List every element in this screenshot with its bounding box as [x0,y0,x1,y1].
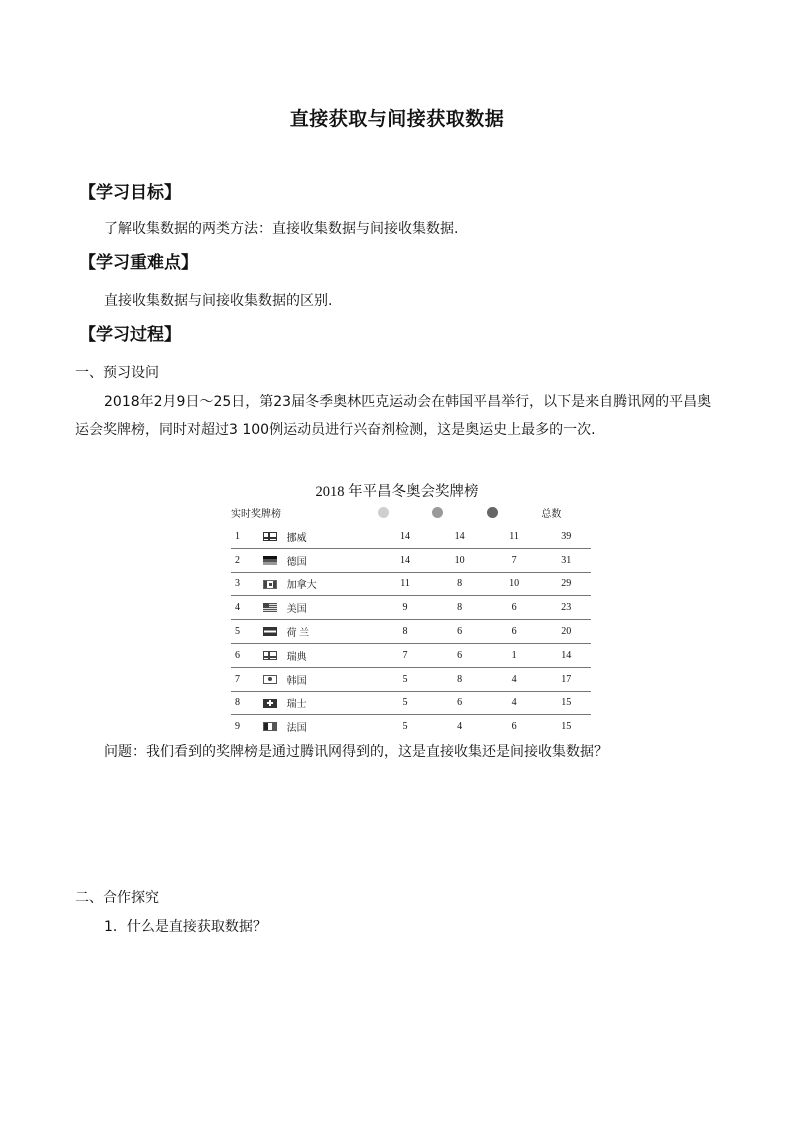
rank-cell: 1 [231,525,263,548]
part1-intro: 2018年2月9日～25日，第23届冬季奥林匹克运动会在韩国平昌举行，以下是来自腾讯网的平昌奥运会奖牌榜，同时对超过3 100例运动员进行兴奋剂检测，这是奥运史上最多的一次. [75,394,712,438]
table-row [231,572,591,596]
silver-cell: 8 [432,596,487,620]
medal-table-header [231,500,591,525]
gold-cell: 11 [378,572,433,596]
flag-cell [263,572,287,596]
total-cell: 23 [541,596,591,620]
bronze-cell: 4 [487,667,542,691]
country-cell: 瑞典 [287,643,378,667]
rank-cell: 3 [231,572,263,596]
part1-question: 问题：我们看到的奖牌榜是通过腾讯网得到的，这是直接收集还是间接收集数据？ [104,744,608,760]
total-cell: 17 [541,667,591,691]
total-cell: 29 [541,572,591,596]
bronze-cell: 6 [511,721,517,733]
bronze-medal-icon [487,507,498,518]
rank-cell: 5 [231,620,263,644]
total-cell: 15 [541,691,591,715]
total-label: 总数 [541,509,562,520]
bronze-cell: 1 [487,643,542,667]
bronze-cell: 7 [487,548,542,572]
flag-swe-icon [263,651,277,660]
flag-cell [263,548,287,572]
rank-cell: 7 [231,667,263,691]
flag-fra-icon [263,722,277,731]
key-heading: 【学习重难点】 [79,253,198,273]
flag-can-icon [263,580,277,589]
gold-cell: 5 [378,691,433,715]
silver-cell: 6 [432,620,487,644]
flag-cell [263,691,287,715]
total-cell: 14 [541,643,591,667]
silver-cell: 10 [432,548,487,572]
flag-cell [263,715,287,738]
gold-cell: 14 [378,525,433,548]
total-cell: 39 [541,525,591,548]
gold-cell: 7 [378,643,433,667]
flag-ger-icon [263,556,277,565]
flag-ned-icon [263,627,277,636]
country-cell: 美国 [287,596,378,620]
medal-table [231,500,591,738]
flag-nor-icon [263,532,277,541]
flag-cell [263,596,287,620]
rank-cell: 6 [231,643,263,667]
flag-cell [263,525,287,548]
key-text: 直接收集数据与间接收集数据的区别. [104,293,333,309]
silver-medal-icon [432,507,443,518]
table-row [231,525,591,548]
goal-text: 了解收集数据的两类方法：直接收集数据与间接收集数据. [104,221,459,237]
country-cell: 韩国 [287,667,378,691]
flag-kor-icon [263,675,277,684]
part1-heading: 一、预习设问 [75,365,159,381]
bronze-cell: 6 [487,596,542,620]
silver-cell: 4 [457,721,463,733]
country-cell: 瑞士 [287,691,378,715]
country-cell: 挪威 [287,525,378,548]
gold-cell: 9 [378,596,433,620]
part2-heading: 二、合作探究 [75,890,159,906]
table-row [231,691,591,715]
silver-cell: 6 [432,643,487,667]
silver-cell: 8 [432,667,487,691]
total-cell: 31 [541,548,591,572]
silver-cell: 14 [432,525,487,548]
flag-cell [263,667,287,691]
flag-sui-icon [263,699,277,708]
country-cell: 加拿大 [287,572,378,596]
bronze-cell: 6 [487,620,542,644]
bronze-cell: 11 [487,525,542,548]
flag-cell [263,620,287,644]
flag-usa-icon [263,603,277,612]
gold-cell: 8 [378,620,433,644]
rank-cell: 2 [231,548,263,572]
table-row [231,643,591,667]
part2-q1: 1．什么是直接获取数据？ [104,919,267,935]
table-row [231,667,591,691]
page-title: 直接获取与间接获取数据 [289,108,505,130]
bronze-cell: 10 [487,572,542,596]
table-row [231,715,591,738]
country-cell: 德国 [287,548,378,572]
silver-cell: 8 [432,572,487,596]
rank-cell: 8 [231,691,263,715]
silver-cell: 6 [432,691,487,715]
table-row [231,548,591,572]
header-label: 实时奖牌榜 [231,509,281,520]
country-cell: 法国 [286,723,307,735]
gold-cell: 5 [378,667,433,691]
rank-cell: 9 [235,721,240,733]
process-heading: 【学习过程】 [79,325,181,345]
rank-cell: 4 [231,596,263,620]
total-cell: 20 [541,620,591,644]
total-cell: 15 [561,721,572,733]
gold-cell: 14 [378,548,433,572]
table-row [231,620,591,644]
goal-heading: 【学习目标】 [79,183,181,203]
gold-medal-icon [378,507,389,518]
country-cell: 荷 兰 [287,620,378,644]
table-row [231,596,591,620]
gold-cell: 5 [402,721,408,733]
medal-table-title: 2018 年平昌冬奥会奖牌榜 [315,484,479,500]
flag-cell [263,643,287,667]
bronze-cell: 4 [487,691,542,715]
